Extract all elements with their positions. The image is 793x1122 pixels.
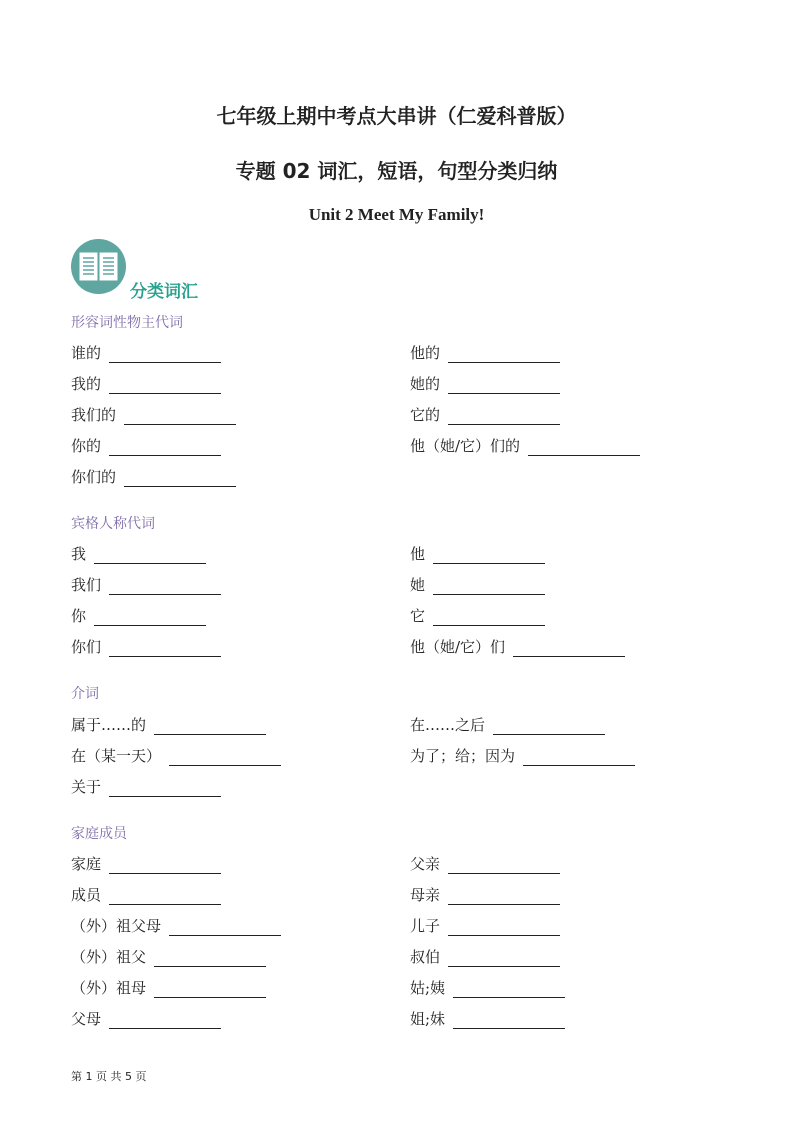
vocab-item xyxy=(71,853,221,874)
answer-blank[interactable] xyxy=(448,377,560,394)
answer-blank[interactable] xyxy=(448,919,560,936)
vocab-item xyxy=(410,543,545,564)
answer-blank[interactable] xyxy=(154,981,266,998)
answer-blank[interactable] xyxy=(433,547,545,564)
vocab-label: 它的 xyxy=(410,406,441,424)
vocab-item xyxy=(410,946,560,967)
vocab-label: 谁的 xyxy=(71,344,102,362)
vocab-label: 为了；给；因为 xyxy=(410,747,516,765)
vocab-label: 她的 xyxy=(410,375,441,393)
answer-blank[interactable] xyxy=(109,377,221,394)
vocab-item xyxy=(410,435,640,456)
vocab-item xyxy=(71,574,221,595)
answer-blank[interactable] xyxy=(448,950,560,967)
vocab-item xyxy=(410,636,625,657)
vocab-item xyxy=(410,605,545,626)
vocab-heading: 分类词汇 xyxy=(130,282,198,302)
vocab-label: 叔伯 xyxy=(410,948,441,966)
answer-blank[interactable] xyxy=(109,439,221,456)
vocab-label: 她 xyxy=(410,576,426,594)
answer-blank[interactable] xyxy=(109,780,221,797)
section-title-possessive-adjectives: 形容词性物主代词 xyxy=(71,315,183,331)
vocab-label: 我们的 xyxy=(71,406,117,424)
vocab-item xyxy=(71,466,236,487)
vocab-label: 我们 xyxy=(71,576,102,594)
vocab-item xyxy=(71,373,221,394)
vocab-label: 你的 xyxy=(71,437,102,455)
vocab-item xyxy=(71,776,221,797)
vocab-label: 父亲 xyxy=(410,855,441,873)
vocab-label: 在……之后 xyxy=(410,716,486,734)
book-icon xyxy=(71,239,126,294)
vocab-item xyxy=(71,605,206,626)
vocab-label: 姑;姨 xyxy=(410,979,446,997)
section-title-family-members: 家庭成员 xyxy=(71,826,127,842)
vocab-label: 姐;妹 xyxy=(410,1010,446,1028)
answer-blank[interactable] xyxy=(109,640,221,657)
vocab-label: 我的 xyxy=(71,375,102,393)
vocab-item xyxy=(410,853,560,874)
answer-blank[interactable] xyxy=(448,346,560,363)
page-number: 第 1 页 共 5 页 xyxy=(71,1070,147,1083)
answer-blank[interactable] xyxy=(94,547,206,564)
vocab-item xyxy=(71,404,236,425)
answer-blank[interactable] xyxy=(154,718,266,735)
vocab-label: 父母 xyxy=(71,1010,102,1028)
vocab-label: （外）祖父 xyxy=(71,948,147,966)
answer-blank[interactable] xyxy=(109,888,221,905)
vocab-label: 成员 xyxy=(71,886,102,904)
vocab-label: 母亲 xyxy=(410,886,441,904)
vocab-label: 儿子 xyxy=(410,917,441,935)
vocab-label: 他（她/它）们的 xyxy=(410,437,521,455)
vocab-item xyxy=(410,404,560,425)
vocab-label: 你们 xyxy=(71,638,102,656)
vocab-label: 关于 xyxy=(71,778,102,796)
vocab-label: 家庭 xyxy=(71,855,102,873)
vocab-item xyxy=(71,946,266,967)
answer-blank[interactable] xyxy=(448,888,560,905)
vocab-item xyxy=(410,1008,565,1029)
answer-blank[interactable] xyxy=(109,578,221,595)
answer-blank[interactable] xyxy=(453,981,565,998)
document-title: 七年级上期中考点大串讲（仁爱科普版） xyxy=(216,104,577,128)
answer-blank[interactable] xyxy=(523,749,635,766)
answer-blank[interactable] xyxy=(109,1012,221,1029)
vocab-label: 我 xyxy=(71,545,87,563)
vocab-item xyxy=(410,714,605,735)
vocab-label: （外）祖父母 xyxy=(71,917,162,935)
vocab-item xyxy=(71,977,266,998)
answer-blank[interactable] xyxy=(94,609,206,626)
vocab-item xyxy=(410,745,635,766)
answer-blank[interactable] xyxy=(448,857,560,874)
vocab-item xyxy=(71,342,221,363)
vocab-item xyxy=(71,884,221,905)
vocab-item xyxy=(71,435,221,456)
vocab-label: 它 xyxy=(410,607,426,625)
vocab-item xyxy=(410,373,560,394)
vocab-label: 在（某一天） xyxy=(71,747,162,765)
answer-blank[interactable] xyxy=(124,470,236,487)
answer-blank[interactable] xyxy=(448,408,560,425)
answer-blank[interactable] xyxy=(154,950,266,967)
vocab-label: 属于……的 xyxy=(71,716,147,734)
vocab-label: 你们的 xyxy=(71,468,117,486)
unit-title: Unit 2 Meet My Family! xyxy=(308,205,485,224)
vocab-item xyxy=(71,636,221,657)
answer-blank[interactable] xyxy=(433,609,545,626)
vocab-item xyxy=(71,543,206,564)
vocab-label: 你 xyxy=(71,607,87,625)
answer-blank[interactable] xyxy=(528,439,640,456)
vocab-heading-block xyxy=(71,239,271,302)
vocab-item xyxy=(410,977,565,998)
vocab-item xyxy=(410,915,560,936)
vocab-item xyxy=(71,745,281,766)
vocab-item xyxy=(71,915,281,936)
vocab-label: 他 xyxy=(410,545,426,563)
vocab-item xyxy=(71,714,266,735)
vocab-label: 他的 xyxy=(410,344,441,362)
answer-blank[interactable] xyxy=(109,346,221,363)
answer-blank[interactable] xyxy=(433,578,545,595)
vocab-item xyxy=(410,884,560,905)
vocab-label: （外）祖母 xyxy=(71,979,147,997)
answer-blank[interactable] xyxy=(513,640,625,657)
answer-blank[interactable] xyxy=(109,857,221,874)
answer-blank[interactable] xyxy=(169,919,281,936)
answer-blank[interactable] xyxy=(453,1012,565,1029)
answer-blank[interactable] xyxy=(124,408,236,425)
vocab-item xyxy=(410,342,560,363)
document-subtitle: 专题 02 词汇，短语，句型分类归纳 xyxy=(235,159,558,183)
answer-blank[interactable] xyxy=(493,718,605,735)
vocab-item xyxy=(71,1008,221,1029)
section-title-object-pronouns: 宾格人称代词 xyxy=(71,516,155,532)
vocab-item xyxy=(410,574,545,595)
section-title-prepositions: 介词 xyxy=(71,686,99,702)
vocab-label: 他（她/它）们 xyxy=(410,638,506,656)
answer-blank[interactable] xyxy=(169,749,281,766)
